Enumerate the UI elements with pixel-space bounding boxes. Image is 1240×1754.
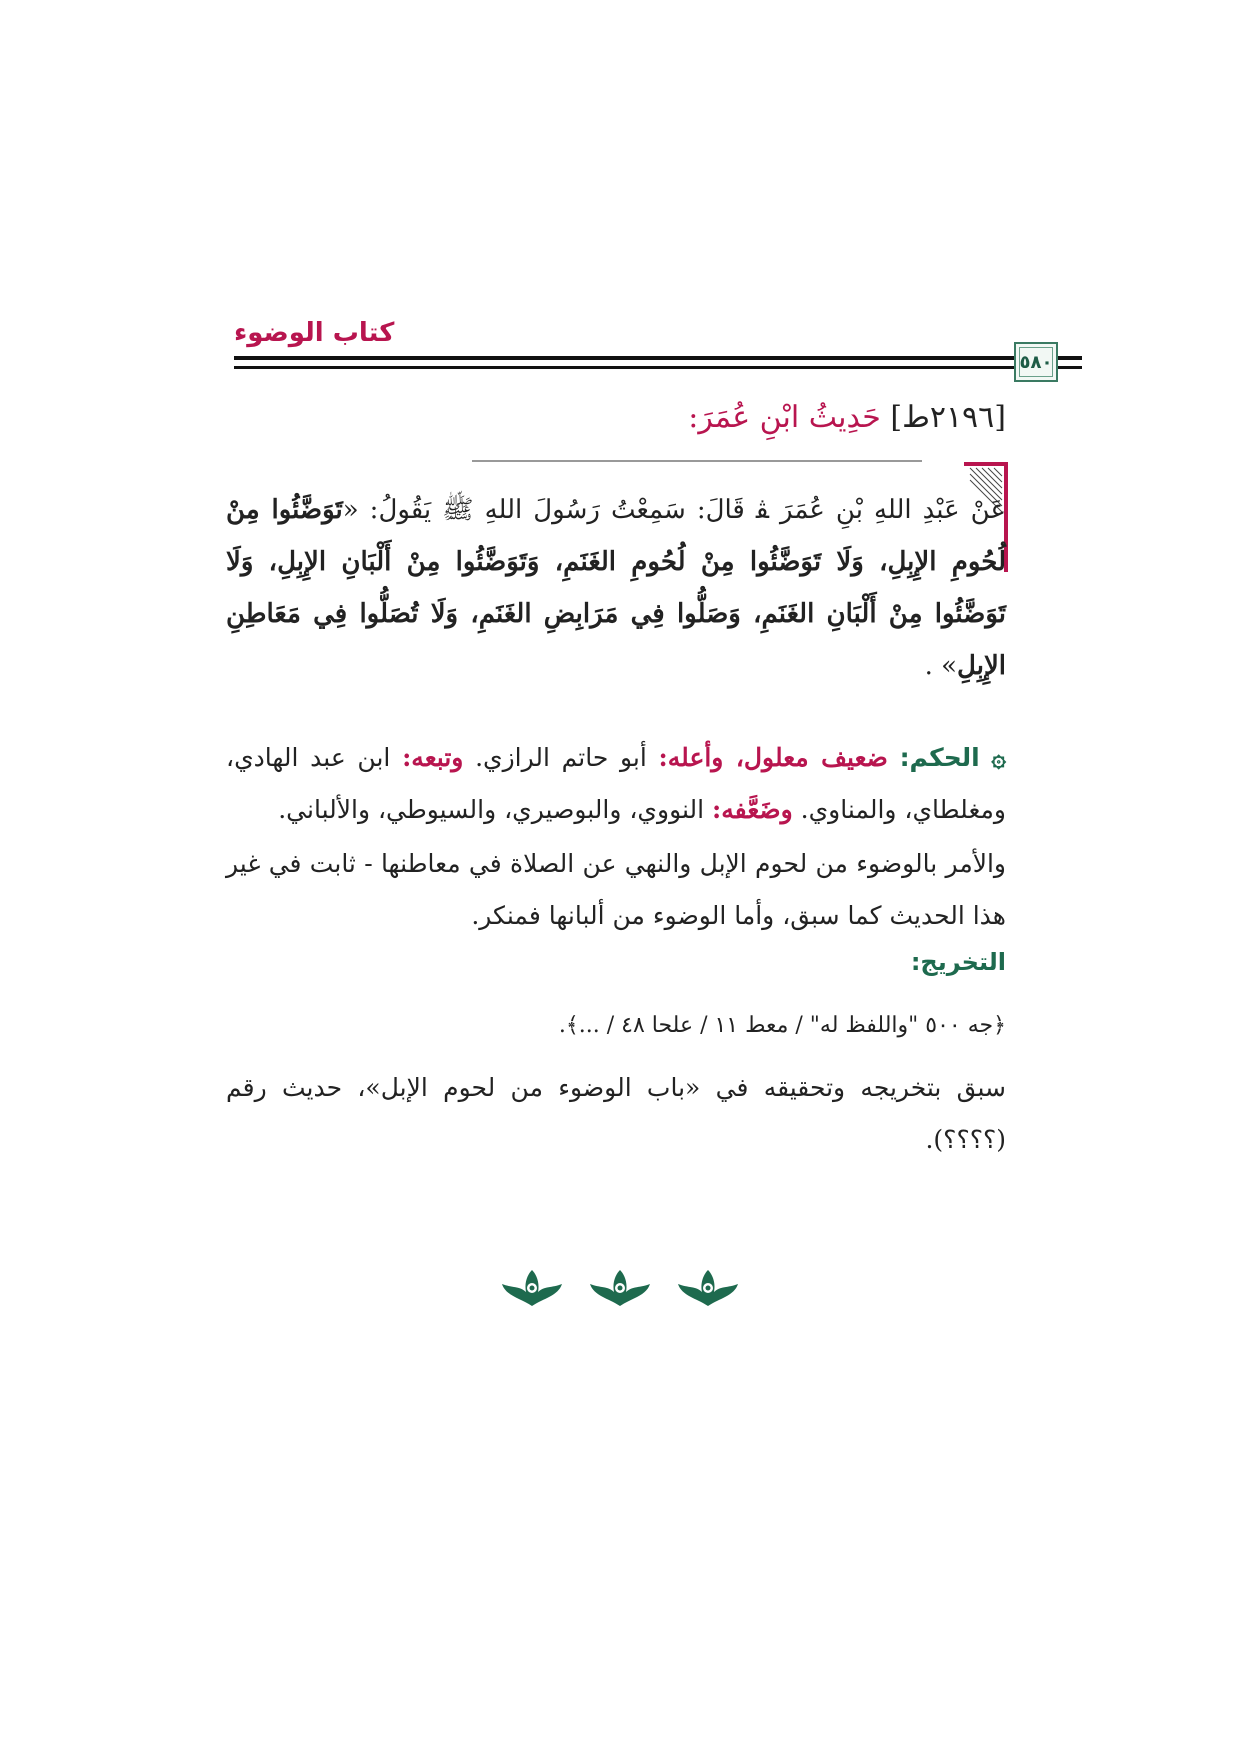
ruling-verdict: ضعيف معلول، وأعله: [658,743,888,772]
note-paragraph: والأمر بالوضوء من لحوم الإبل والنهي عن الصلاة في معاطنها - ثابت في غير هذا الحديث كما سبق، وأما الوضوء من ألبانها فمنكر. [226,849,1006,930]
floral-ornament-icon [500,1268,564,1308]
takhrij-refs: ﴿جه ٥٠٠ "واللفظ له" / معط ١١ / علحا ٤٨ / ...﴾. [558,1013,1006,1038]
hadith-title: حَدِيثُ ابْنِ عُمَرَ: [688,400,881,435]
hadith-ruling [226,732,1006,836]
floral-ornament-icon [676,1268,740,1308]
header-rule [1058,366,1082,369]
hadith-heading [226,400,1006,435]
page-number: ٥٨٠ [1019,351,1053,373]
weakened-by: النووي، والبوصيري، والسيوطي، والألباني. [278,795,705,824]
takhrij-title: التخريج: [910,948,1006,976]
weakened-label: وضَعَّفه: [712,795,793,824]
hadith-matn [226,484,1006,692]
matn-intro: عَنْ عَبْدِ اللهِ بْنِ عُمَرَ ﭭ قَالَ: سَمِعْتُ رَسُولَ اللهِ ﷺ يَقُولُ: « [342,495,1006,525]
followed-by: ابن عبد الهادي، ومغلطاي، والمناوي. [226,743,1006,824]
header-rule [234,366,1014,369]
hadith-number: [٢١٩٦ط] [890,400,1006,435]
matn-text: تَوَضَّئُوا مِنْ لُحُومِ الإِبِلِ، وَلَا تَوَضَّئُوا مِنْ لُحُومِ الغَنَمِ، وَتَوَضَّئُوا مِنْ أَلْبَانِ الإِبِلِ، وَلَا تَوَضَّئُوا مِنْ أَلْبَانِ الغَنَمِ، وَصَلُّوا فِي مَرَابِضِ الغَنَمِ، وَلَا تُصَلُّوا فِي مَعَاطِنِ الإِبِلِ [226,495,1006,681]
followed-label: وتبعه: [402,743,464,772]
book-title: كتاب الوضوء [234,318,395,348]
matn-end: » . [924,651,958,681]
ruling-label: الحكم: [899,743,980,772]
ruling-icon: ۞ [991,743,1007,772]
header-rule [234,356,1014,360]
floral-ornament-icon [588,1268,652,1308]
section-end-ornaments [500,1268,740,1312]
illah-by: أبو حاتم الرازي. [475,743,647,772]
takhrij-text: سبق بتخريجه وتحقيقه في «باب الوضوء من لحوم الإبل»، حديث رقم (؟؟؟؟). [226,1073,1006,1154]
heading-divider [472,460,922,462]
header-rule [1058,356,1082,360]
page-number-box [1014,342,1058,382]
